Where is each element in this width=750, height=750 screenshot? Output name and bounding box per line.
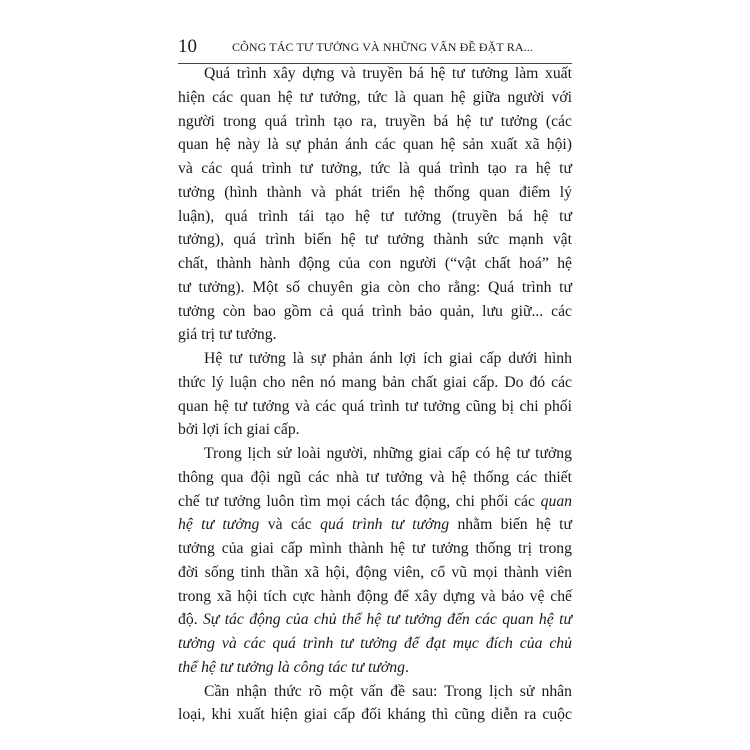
text-run: và các — [259, 516, 321, 534]
text-run: trong xã hội tích cực hành động để xây dựng và bảo vệ chế — [178, 587, 572, 605]
text-run: tưởng của giai cấp mình thành hệ tư tưởng thống trị trong — [178, 540, 572, 557]
text-run: độ. — [178, 611, 203, 629]
paragraph — [178, 62, 572, 347]
text-run: Trong lịch sử loài người, những giai cấp có hệ tư tưởng — [204, 445, 572, 462]
italic-run: quan — [540, 492, 572, 510]
text-run: Hệ tư tưởng là sự phản ánh lợi ích giai cấp dưới hình — [204, 350, 572, 367]
text-run: Cần nhận thức rõ một vấn đề sau: Trong lịch sử nhân — [204, 682, 572, 700]
text-line — [178, 252, 572, 276]
text-line — [178, 466, 572, 490]
text-line — [178, 347, 572, 371]
text-line — [178, 632, 572, 656]
text-line — [178, 62, 572, 86]
text-run: quan hệ này là sự phản ánh các quan hệ sản xuất xã hội) — [178, 136, 572, 154]
italic-run: Sự tác động của chủ thể hệ tư tưởng đến các quan hệ tư — [202, 611, 572, 629]
text-run: tưởng (hình thành và phát triển hệ thống quan điểm lý — [178, 183, 572, 201]
text-line — [178, 228, 572, 252]
text-run: tưởng còn bao gồm cả quá trình bảo quản, lưu giữ... các — [178, 302, 572, 320]
paragraph — [178, 442, 572, 680]
text-line — [178, 133, 572, 157]
text-run: thức lý luận cho nên nó mang bản chất giai cấp. Do đó các — [178, 373, 572, 391]
italic-run: thể hệ tư tưởng là công tác tư tưởng — [178, 658, 405, 676]
text-run: Quá trình xây dựng và truyền bá hệ tư tưởng làm xuất — [204, 65, 572, 82]
italic-run: quá trình tư tưởng — [320, 516, 450, 534]
text-line — [178, 300, 572, 324]
text-line — [178, 537, 572, 561]
text-line — [178, 561, 572, 585]
text-line — [178, 86, 572, 110]
text-run: đời sống tinh thần xã hội, động viên, cổ vũ mọi thành viên — [178, 563, 572, 581]
text-run: giá trị tư tưởng. — [178, 326, 277, 344]
paragraph — [178, 680, 572, 728]
page-number: 10 — [178, 36, 197, 57]
italic-run: hệ tư tưởng — [178, 516, 260, 534]
text-line — [178, 680, 572, 704]
text-line — [178, 656, 572, 680]
text-line — [178, 276, 572, 300]
text-line — [178, 395, 572, 419]
text-run: người trong quá trình tạo ra, truyền bá hệ tư tưởng (các — [178, 112, 572, 130]
text-run: . — [405, 658, 409, 676]
running-header — [178, 36, 572, 60]
text-run: hiện các quan hệ tư tưởng, tức là quan hệ giữa người với — [178, 88, 572, 106]
body-text — [178, 62, 572, 727]
text-line — [178, 513, 572, 537]
text-line — [178, 703, 572, 727]
text-run: và các quá trình tư tưởng, tức là quá trình tạo ra hệ tư — [178, 160, 572, 177]
text-line — [178, 418, 572, 442]
text-run: tư tưởng). Một số chuyên gia còn cho rằng: Quá trình tư — [178, 278, 572, 296]
text-run: quan hệ tư tưởng và các quá trình tư tưởng cũng bị chi phối — [178, 397, 572, 415]
text-line — [178, 205, 572, 229]
text-run: thông qua đội ngũ các nhà tư tưởng và hệ thống các thiết — [178, 468, 572, 486]
italic-run: tưởng và các quá trình tư tưởng để đạt mục đích của chủ — [178, 635, 572, 652]
text-line — [178, 371, 572, 395]
text-line — [178, 608, 572, 632]
text-run: nhằm biến hệ tư — [449, 516, 572, 534]
paragraph — [178, 347, 572, 442]
text-line — [178, 442, 572, 466]
running-title: CÔNG TÁC TƯ TƯỞNG VÀ NHỮNG VẤN ĐỀ ĐẶT RA... — [232, 40, 533, 54]
text-line — [178, 323, 572, 347]
text-run: chế tư tưởng luôn tìm mọi cách tác động, chi phối các — [178, 492, 541, 510]
text-line — [178, 490, 572, 514]
text-run: chất, thành hành động của con người (“vật chất hoá” hệ — [178, 255, 572, 272]
text-run: luận), quá trình tái tạo hệ tư tưởng (truyền bá hệ tư — [178, 207, 572, 225]
text-line — [178, 110, 572, 134]
text-line — [178, 181, 572, 205]
text-run: loại, khi xuất hiện giai cấp đối kháng thì cũng diễn ra cuộc — [178, 706, 572, 724]
text-line — [178, 585, 572, 609]
text-line — [178, 157, 572, 181]
text-run: bởi lợi ích giai cấp. — [178, 421, 300, 439]
text-run: tưởng), quá trình biến hệ tư tưởng thành sức mạnh vật — [178, 231, 572, 249]
